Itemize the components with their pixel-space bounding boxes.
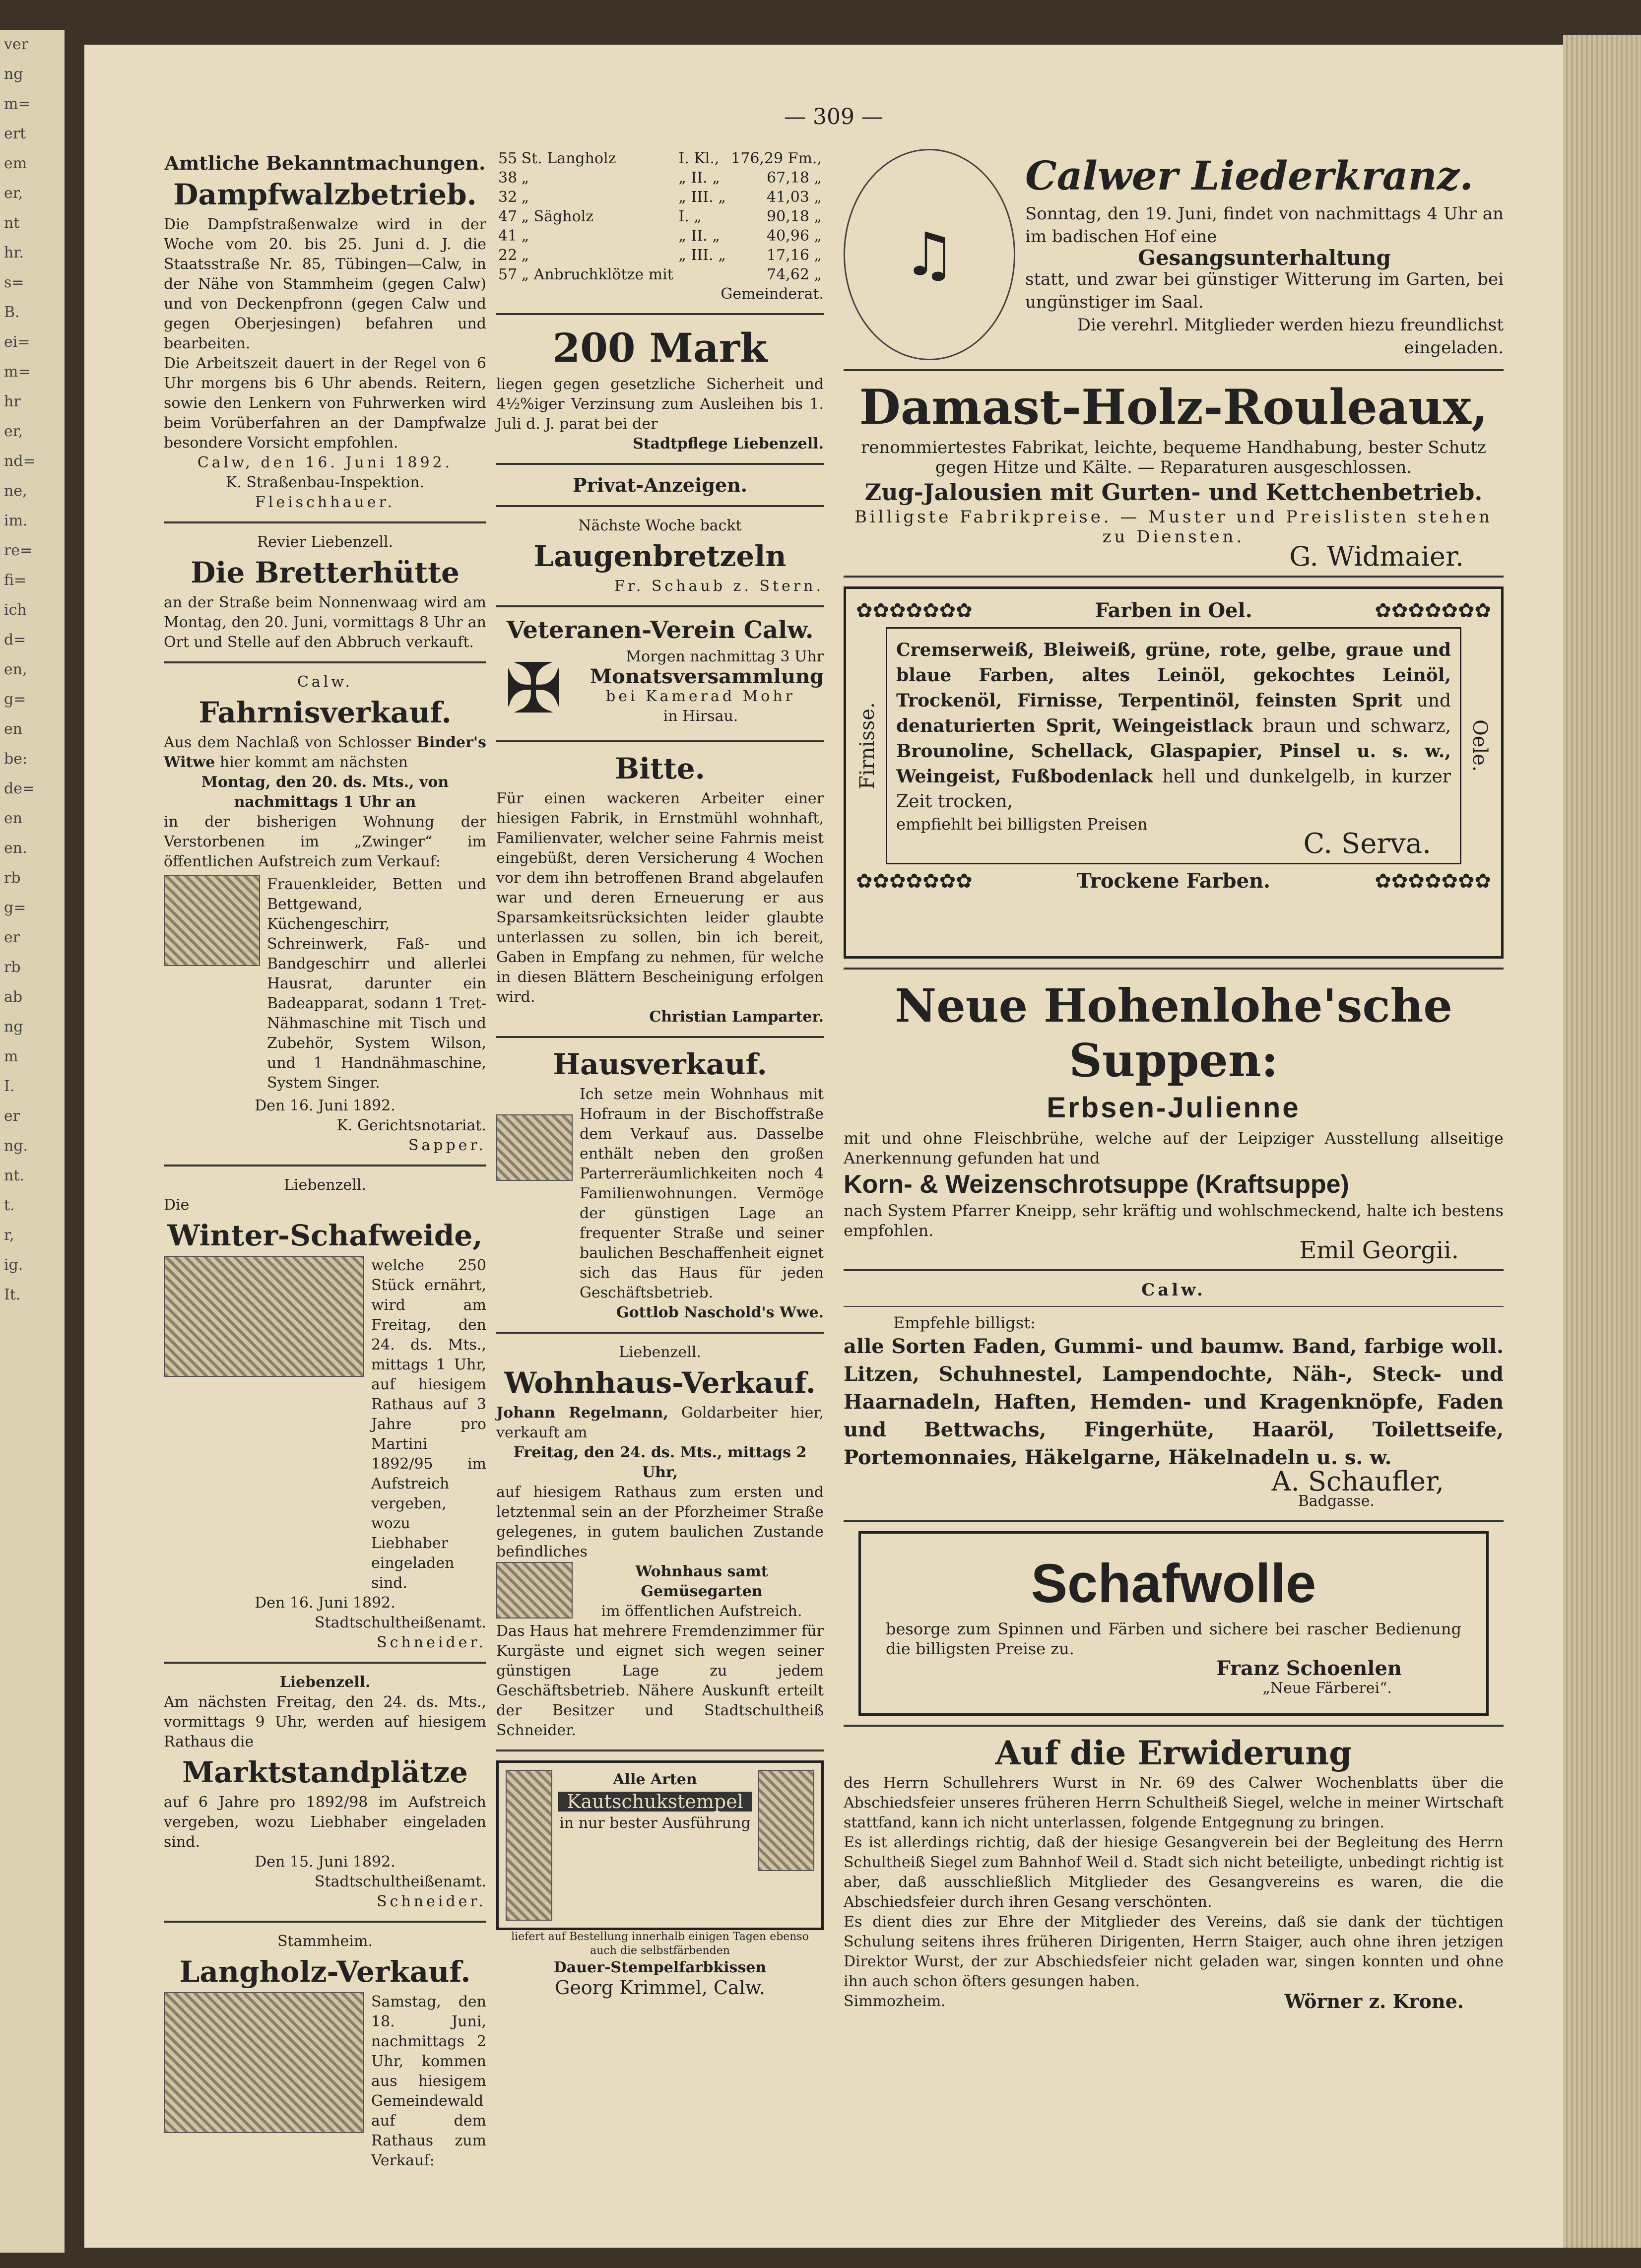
table-cell: „ Sägholz [521, 208, 594, 225]
sliver-fragment: hr [4, 393, 21, 410]
bretter-body: an der Straße beim Nonnenwaag wird am Montag, den 20. Juni, vormittags 8 Uhr an Ort und Stelle auf den Abbruch verkauft. [164, 594, 486, 651]
page-number: — 309 — [784, 104, 883, 130]
winter-title: Winter-Schafweide, [167, 1219, 483, 1252]
fahrnis-title: Fahrnisverkauf. [198, 696, 452, 729]
divider [496, 463, 824, 465]
bretter-place: Revier Liebenzell. [257, 533, 394, 551]
veteranen-line4: in Hirsau. [663, 708, 738, 725]
sliver-fragment: re= [4, 542, 33, 559]
wohnhaus-title: Wohnhaus-Verkauf. [504, 1366, 816, 1400]
column-1 [164, 149, 486, 2171]
stempel-line4: liefert auf Bestellung innerhalb einigen Tagen ebenso auch die selbstfärbenden [511, 1931, 809, 1957]
hausverkauf-body: Ich setze mein Wohnhaus mit Hofraum in der Bischoffstraße dem Verkauf aus. Dasselbe enthält neben den großen Parterreräumlichkeiten noch 4 Familienwohnungen. Vermöge der günstigen Lage an frequenter Straße und seiner baulichen Beschaffenheit eignet sich das Haus für jeden Geschäftsbetrieb. [580, 1086, 824, 1301]
markt-office: Stadtschultheißenamt. [315, 1873, 486, 1890]
erwiderung-body1: des Herrn Schullehrers Wurst in Nr. 69 des Calwer Wochenblatts über die Abschiedsfeier unseres früheren Herrn Schultheiß Siegel, welche in meiner Wirtschaft stattfand, kann ich nicht unterlassen, folgende Entgegnung zu bringen. [844, 1774, 1504, 1831]
divider [496, 605, 824, 607]
column-2 [496, 149, 824, 1998]
private-ads-header: Privat-Anzeigen. [573, 474, 747, 496]
wohnhaus-body2: auf hiesigem Rathaus zum ersten und letztenmal sein an der Pforzheimer Straße gelegenes, in gutem baulichen Zustande befindliches [496, 1484, 824, 1560]
sliver-fragment: ig. [4, 1256, 23, 1274]
flower-border-icon: ✿✿✿✿✿✿✿ [1375, 869, 1491, 893]
stempel-line6: Georg Krimmel, Calw. [555, 1977, 765, 1999]
sliver-fragment: er [4, 929, 20, 946]
divider [844, 369, 1504, 371]
sliver-fragment: rb [4, 869, 21, 887]
markt-place: Liebenzell. [279, 1674, 371, 1691]
sliver-fragment: nd= [4, 453, 36, 470]
wohnhaus-place: Liebenzell. [619, 1344, 701, 1361]
table-cell: „ III. „ [678, 189, 726, 206]
langholz-sign: Gemeinderat. [721, 285, 824, 303]
table-cell: 176,29 Fm., [731, 150, 822, 167]
fahrnis-body3: Frauenkleider, Betten und Bettgewand, Küchengeschirr, Schreinwerk, Faß- und Bandgeschirr und allerlei Hausrat, darunter ein Badeapparat, sodann 1 Tret-Nähmaschine mit Tisch und Zubehör, System Wilson, und 1 Handnähmaschine, System Singer. [267, 876, 486, 1092]
dampf-signer: Fleischhauer. [255, 494, 395, 511]
fahrnis-date: Den 16. Juni 1892. [255, 1097, 395, 1114]
farben-sign: C. Serva. [1303, 828, 1431, 860]
house-illustration-2 [496, 1562, 573, 1619]
sliver-fragment: ab [4, 988, 23, 1006]
sliver-fragment: r, [4, 1227, 14, 1244]
shepherd-flock-illustration [164, 1256, 364, 1377]
divider [844, 968, 1504, 970]
damast-title: Damast-Holz-Rouleaux, [859, 379, 1488, 435]
hausverkauf-sign: Gottlob Naschold's Wwe. [616, 1304, 824, 1321]
sliver-fragment: ei= [4, 333, 30, 351]
langholz-place: Stammheim. [277, 1933, 373, 1950]
divider [844, 1725, 1504, 1727]
erwiderung-body2: Es ist allerdings richtig, daß der hiesige Gesangverein bei der Begleitung des Herrn Schultheiß Siegel zum Bahnhof Weil d. Stadt sich nicht beteiligte, unbedingt richtig ist aber, daß ausschließlich Mitglieder des Gesangvereins es waren, die die Abschiedsfeier durch ihren Gesang verschönten. [844, 1834, 1504, 1911]
divider [844, 576, 1504, 578]
table-row [496, 207, 824, 226]
table-cell: 55 [498, 150, 518, 167]
bitte-sign: Christian Lamparter. [649, 1008, 824, 1026]
divider [844, 1269, 1504, 1271]
markt-signer: Schneider. [377, 1893, 486, 1910]
liederkranz-title: Calwer Liederkranz. [1025, 152, 1474, 199]
sliver-fragment: g= [4, 691, 26, 708]
table-cell: „ [521, 189, 529, 206]
sliver-fragment: It. [4, 1286, 21, 1303]
sliver-fragment: hr. [4, 244, 24, 261]
suppen-body1: mit und ohne Fleischbrühe, welche auf der Leipziger Ausstellung allseitige Anerkennung gefunden hat und [844, 1129, 1504, 1167]
table-cell: I. Kl., [678, 150, 720, 167]
farben-ad [844, 586, 1504, 959]
sliver-fragment: er, [4, 423, 23, 440]
laugen-title: Laugenbretzeln [533, 539, 787, 573]
schaufler-body: alle Sorten Faden, Gummi- und baumw. Band, farbige woll. Litzen, Schuhnestel, Lampendochte, Näh-, Steck- und Haarnadeln, Haften, Hemden- und Kragenknöpfe, Faden und Bettwachs, Fingerhüte, Haaröl, Toilettseife, Portemonnaies, Häkelgarne, Häkelnadeln u. s. w. [844, 1335, 1504, 1469]
household-goods-illustration [164, 875, 260, 966]
divider [496, 1332, 824, 1334]
table-cell: 38 [498, 169, 518, 187]
table-row [496, 226, 824, 246]
fahrnis-body: Aus dem Nachlaß von Schlosser Binder's Witwe hier kommt am nächsten [164, 734, 486, 771]
sliver-fragment: em [4, 155, 27, 172]
sliver-fragment: er [4, 1107, 20, 1125]
mark-sign: Stadtpflege Liebenzell. [633, 435, 824, 453]
liederkranz-body2: statt, und zwar bei günstiger Witterung im Garten, bei ungünstiger im Saal. [1025, 269, 1504, 312]
table-cell: „ [521, 247, 529, 264]
table-cell: St. Langholz [521, 150, 616, 167]
table-cell: 41,03 „ [767, 189, 822, 206]
stempel-line5: Dauer-Stempelfarbkissen [553, 1959, 767, 1976]
suppen-bold: Korn- & Weizenschrotsuppe (Kraftsuppe) [844, 1170, 1349, 1199]
table-cell: 90,18 „ [767, 208, 822, 225]
winter-signer: Schneider. [377, 1634, 486, 1651]
table-cell: „ [521, 169, 529, 187]
table-cell: 67,18 „ [767, 169, 822, 187]
veteranen-line3: bei Kamerad Mohr [606, 688, 795, 705]
sliver-fragment: de= [4, 780, 35, 797]
table-row [496, 168, 824, 188]
divider [164, 521, 486, 523]
sliver-fragment: er, [4, 185, 23, 202]
sliver-fragment: be: [4, 750, 28, 768]
sliver-fragment: en. [4, 840, 27, 857]
sliver-fragment: fi= [4, 572, 27, 589]
erwiderung-title: Auf die Erwiderung [995, 1734, 1352, 1772]
wohnhaus-body3: im öffentlichen Aufstreich. [601, 1603, 802, 1620]
divider [496, 505, 824, 507]
adjacent-page-sliver [0, 30, 65, 2253]
sliver-fragment: en, [4, 661, 27, 678]
schafwolle-sign: Franz Schoenlen [1216, 1657, 1402, 1680]
bretter-title: Die Bretterhütte [191, 556, 459, 589]
stempel-line1: Alle Arten [613, 1771, 697, 1788]
divider [164, 1662, 486, 1664]
markt-date: Den 15. Juni 1892. [255, 1853, 395, 1871]
sliver-fragment: g= [4, 899, 26, 916]
official-notices-header: Amtliche Bekanntmachungen. [164, 152, 486, 174]
book-edge [1563, 35, 1641, 2248]
bitte-title: Bitte. [615, 752, 705, 785]
divider [496, 1036, 824, 1038]
liederkranz-bold: Gesangsunterhaltung [1138, 246, 1391, 270]
markt-body: Am nächsten Freitag, den 24. ds. Mts., vormittags 9 Uhr, werden auf hiesigem Rathaus die [164, 1693, 486, 1750]
farben-bottom: Trockene Farben. [1076, 869, 1271, 893]
sliver-fragment: ert [4, 125, 26, 142]
farben-left: Firnisse. [856, 702, 879, 789]
table-cell: „ [521, 227, 529, 245]
sliver-fragment: ng [4, 1018, 23, 1036]
sliver-fragment: I. [4, 1078, 15, 1095]
markt-body2: auf 6 Jahre pro 1892/98 im Aufstreich vergeben, wozu Liebhaber eingeladen sind. [164, 1794, 486, 1851]
table-cell: 74,62 „ [767, 266, 822, 283]
flower-border-icon: ✿✿✿✿✿✿✿ [856, 599, 973, 622]
liederkranz-body1: Sonntag, den 19. Juni, findet von nachmittags 4 Uhr an im badischen Hof eine [1025, 204, 1504, 247]
schafwolle-title: Schafwolle [1031, 1553, 1316, 1614]
table-row [496, 265, 824, 284]
table-cell: 40,96 „ [767, 227, 822, 245]
schaufler-sign: A. Schaufler, [1271, 1466, 1444, 1497]
dampf-body2: Die Arbeitszeit dauert in der Regel von 6 Uhr morgens bis 6 Uhr abends. Reitern, sowie den Lenkern von Fuhrwerken wird beim Vorüberfahren an der Dampfwalze besondere Vorsicht empfohlen. [164, 355, 486, 452]
table-cell [676, 265, 728, 284]
schafwolle-ad [858, 1531, 1489, 1716]
table-cell: „ Anbruchklötze mit [521, 266, 673, 283]
table-cell: „ II. „ [678, 227, 720, 245]
fahrnis-place: Calw. [297, 673, 353, 691]
divider [496, 313, 824, 315]
farben-body: Cremserweiß, Bleiweiß, grüne, rote, gelbe, graue und blaue Farben, altes Leinöl, gekochtes Leinöl, Trockenöl, Firnisse, Terpentinöl, feinsten Sprit und denaturierten Sprit, Weingeistlack braun und schwarz, Brounoline, Schellack, Glaspapier, Pinsel u. s. w., Weingeist, Fußbodenlack hell und dunkelgelb, in kurzer Zeit trocken, [896, 640, 1451, 812]
suppen-sign: Emil Georgii. [1299, 1236, 1459, 1264]
langholz-body: Samstag, den 18. Juni, nachmittags 2 Uhr, kommen aus hiesigem Gemeindewald auf dem Rathaus zum Verkauf: [371, 1993, 486, 2169]
winter-place: Liebenzell. [284, 1176, 366, 1194]
flower-border-icon: ✿✿✿✿✿✿✿ [1375, 599, 1491, 622]
iron-cross-icon: ✠ [504, 648, 563, 729]
winter-date: Den 16. Juni 1892. [255, 1594, 395, 1612]
sliver-fragment: rb [4, 959, 21, 976]
bitte-body: Für einen wackeren Arbeiter einer hiesigen Fabrik, in Ernstmühl wohnhaft, Familienvater, welcher seine Fahrnis meist eingebüßt, deren Versicherung 4 Wochen vor dem ihn betroffenen Brand abgelaufen war und deren Erneuerung er aus Sparsamkeitsrücksichten leider glaubte unterlassen zu sollen, bin ich bereit, Gaben in Empfang zu nehmen, für welche in diesen Blättern Bescheinigung erfolgen wird. [496, 790, 824, 1006]
stamp-handle-illustration [506, 1770, 552, 1921]
damast-body1: renommiertestes Fabrikat, leichte, bequeme Handhabung, bester Schutz gegen Hitze und Kälte. — Reparaturen ausgeschlossen. [861, 438, 1486, 477]
erwiderung-place: Simmozheim. [844, 1993, 946, 2010]
divider [496, 740, 824, 742]
table-row [496, 246, 824, 265]
schafwolle-body: besorge zum Spinnen und Färben und sichere bei rascher Bedienung die billigsten Preise zu. [886, 1620, 1461, 1658]
suppen-body2: nach System Pfarrer Kneipp, sehr kräftig und wohlschmeckend, halte ich bestens empfohlen. [844, 1201, 1504, 1240]
damast-bold: Zug-Jalousien mit Gurten- und Kettchenbetrieb. [864, 479, 1483, 506]
sliver-fragment: ne, [4, 482, 27, 500]
wohnhaus-body4: Das Haus hat mehrere Fremdenzimmer für Kurgäste und eignet sich wegen seiner günstigen Lage zu jedem Geschäftsbetrieb. Nähere Auskunft erteilt der Besitzer und Stadtschultheiß Schneider. [496, 1622, 824, 1739]
divider [844, 1306, 1504, 1307]
stamp-press-illustration [758, 1770, 814, 1871]
erwiderung-sign: Wörner z. Krone. [1284, 1990, 1464, 2012]
table-cell: 17,16 „ [767, 247, 822, 264]
divider [496, 1750, 824, 1751]
sliver-fragment: ng [4, 65, 23, 83]
farben-right: Oele. [1468, 719, 1491, 772]
wohnhaus-body1: Johann Regelmann, Goldarbeiter hier, verkauft am [496, 1404, 824, 1441]
dampf-date: Calw, den 16. Juni 1892. [197, 454, 453, 471]
flower-border-icon: ✿✿✿✿✿✿✿ [856, 869, 973, 893]
table-cell: 41 [498, 227, 518, 245]
langholz-title: Langholz-Verkauf. [179, 1955, 471, 1989]
suppen-sub: Erbsen-Julienne [1047, 1092, 1301, 1124]
dampf-body: Die Dampfstraßenwalze wird in der Woche vom 20. bis 25. Juni d. J. die Staatsstraße Nr. 85, Tübingen—Calw, in der Nähe von Stammheim (gegen Calw) und von Deckenpfronn (gegen Calw und gegen Oberjesingen) befahren und bearbeiten. [164, 216, 486, 352]
sliver-fragment: m [4, 1048, 18, 1065]
table-row [496, 149, 824, 168]
farben-top: Farben in Oel. [1095, 599, 1252, 622]
liederkranz-body3: Die verehrl. Mitglieder werden hiezu freundlichst eingeladen. [1077, 315, 1504, 358]
table-cell: „ III. „ [678, 247, 726, 264]
langholz-table [496, 149, 824, 284]
divider [164, 1165, 486, 1166]
farben-body4: empfiehlt bei billigsten Preisen [896, 815, 1148, 834]
table-row [496, 188, 824, 207]
table-cell: 32 [498, 189, 518, 206]
markt-title: Marktstandplätze [182, 1755, 468, 1789]
damast-sign: G. Widmaier. [1289, 541, 1464, 572]
winter-pre: Die [164, 1196, 190, 1214]
hausverkauf-title: Hausverkauf. [553, 1047, 767, 1081]
schafwolle-sub: „Neue Färberei“. [1262, 1680, 1392, 1697]
sliver-fragment: t. [4, 1197, 15, 1214]
woodcutters-illustration [164, 1992, 364, 2133]
schaufler-place: Calw. [1141, 1280, 1206, 1300]
table-cell: „ II. „ [678, 169, 720, 187]
sliver-fragment: en [4, 720, 23, 738]
winter-body: welche 250 Stück ernährt, wird am Freitag, den 24. ds. Mts., mittags 1 Uhr, auf hiesigem Rathaus auf 3 Jahre pro Martini 1892/95 im Aufstreich vergeben, wozu Liebhaber eingeladen sind. [371, 1257, 486, 1592]
sliver-fragment: m= [4, 363, 31, 381]
stempel-line2: Kautschukstempel [558, 1792, 752, 1812]
sliver-fragment: d= [4, 631, 26, 648]
divider [164, 661, 486, 663]
winter-office: Stadtschultheißenamt. [315, 1614, 486, 1631]
fahrnis-date-bold: Montag, den 20. ds. Mts., von nachmittags 1 Uhr an [201, 774, 449, 811]
table-cell: 22 [498, 247, 518, 264]
wohnhaus-bold3: Wohnhaus samt Gemüsegarten [635, 1563, 768, 1600]
table-cell: 47 [498, 208, 518, 225]
dampf-office: K. Straßenbau-Inspektion. [225, 474, 425, 491]
erwiderung-body3: Es dient dies zur Ehre der Mitglieder des Vereins, daß sie dank der tüchtigen Schulung seitens ihres früheren Dirigenten, Herrn Staiger, auch ohne ihren jetzigen Direktor Wurst, der zur Abschiedsfeier nicht geladen war, singen konnten und ohne ihn auch schon öfters gesungen haben. [844, 1913, 1504, 1990]
sliver-fragment: ich [4, 601, 27, 619]
mark-body: liegen gegen gesetzliche Sicherheit und 4½%iger Verzinsung zum Ausleihen bis 1. Juli d. J. parat bei der [496, 376, 824, 433]
fahrnis-signer: Sapper. [408, 1137, 486, 1154]
stempel-line3: in nur bester Ausführung [559, 1814, 751, 1832]
lyre-wreath-emblem: ♫ [844, 149, 1015, 360]
schaufler-pre: Empfehle billigst: [893, 1313, 1036, 1332]
dampf-title: Dampfwalzbetrieb. [173, 178, 477, 211]
table-cell: I. „ [678, 208, 702, 225]
sliver-fragment: s= [4, 274, 24, 291]
sliver-fragment: im. [4, 512, 28, 529]
laugen-sign: Fr. Schaub z. Stern. [614, 578, 824, 595]
sliver-fragment: nt [4, 214, 20, 232]
sliver-fragment: ng. [4, 1137, 28, 1155]
mark-title: 200 Mark [552, 324, 768, 371]
column-3 [844, 149, 1504, 2011]
damast-body2: Billigste Fabrikpreise. — Muster und Preislisten stehen zu Diensten. [854, 507, 1493, 547]
sliver-fragment: B. [4, 304, 20, 321]
divider [844, 1520, 1504, 1522]
laugen-pre: Nächste Woche backt [578, 517, 742, 534]
fahrnis-office: K. Gerichtsnotariat. [336, 1117, 486, 1134]
veteranen-title: Veteranen-Verein Calw. [506, 616, 814, 644]
schaufler-sub: Badgasse. [1298, 1492, 1375, 1510]
suppen-title: Neue Hohenlohe'sche Suppen: [895, 979, 1452, 1087]
fahrnis-body2: in der bisherigen Wohnung der Verstorbenen im „Zwinger“ im öffentlichen Aufstreich zum Verkauf: [164, 813, 486, 870]
sliver-fragment: nt. [4, 1167, 24, 1184]
veteranen-line1: Morgen nachmittag 3 Uhr [626, 648, 824, 665]
veteranen-line2: Monatsversammlung [590, 665, 824, 688]
sliver-fragment: en [4, 810, 23, 827]
sliver-fragment: m= [4, 95, 31, 113]
table-cell: 57 [498, 266, 518, 283]
stempel-ad [496, 1760, 824, 1930]
house-illustration [496, 1114, 573, 1181]
divider [164, 1921, 486, 1923]
wohnhaus-date: Freitag, den 24. ds. Mts., mittags 2 Uhr, [513, 1444, 807, 1481]
sliver-fragment: ver [4, 36, 29, 53]
